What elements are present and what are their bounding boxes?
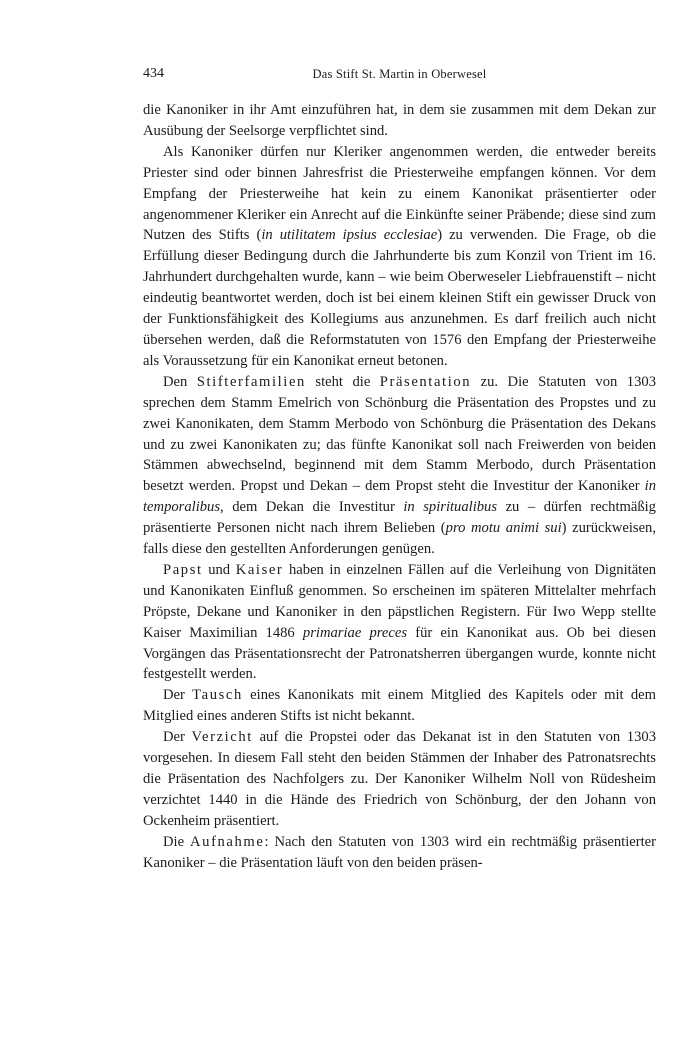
paragraph	[143, 100, 656, 142]
paragraph	[143, 560, 656, 685]
spaced-keyword: Verzicht	[191, 729, 253, 746]
page-number: 434	[143, 66, 164, 81]
page-header	[143, 66, 656, 86]
paragraph	[143, 832, 656, 874]
spaced-keyword: Kaiser	[235, 561, 284, 578]
latin-term: in utilitatem ipsius ecclesiae	[261, 227, 438, 244]
paragraph-text: und	[202, 561, 236, 578]
paragraph-text: für ein Kanonikat aus. Ob bei diesen Vorgängen das Präsentationsrecht der Patronatsherren übergangen wurde, konnte nicht festgestellt werden.	[143, 624, 656, 683]
body-text	[143, 100, 656, 874]
paragraph	[143, 727, 656, 832]
paragraph-text: Als Kanoniker dürfen nur Kleriker angenommen werden, die entweder bereits Priester sind oder binnen Jahresfrist die Priesterweihe empfangen können. Vor dem Empfang der Priesterweihe hat kein zu einem Kanonikat präsentierter oder angenommener Kleriker ein Anrecht auf die Einkünfte seiner Präbende; diese sind zum Nutzen des Stifts (	[143, 143, 656, 244]
spaced-keyword: Stifterfamilien	[196, 373, 306, 390]
paragraph-text: zu – dürfen rechtmäßig präsentierte Personen nicht nach ihrem Belieben (	[143, 499, 656, 537]
spaced-keyword: Präsentation	[379, 373, 472, 390]
paragraph	[143, 685, 656, 727]
spaced-keyword: Papst	[163, 561, 203, 578]
paragraph-text: : Nach den Statuten von 1303 wird ein rechtmäßig präsentierter Kanoniker – die Präsentation läuft von den beiden präsen-	[143, 833, 656, 871]
spaced-keyword: Aufnahme	[190, 833, 265, 850]
latin-term: in temporalibus	[143, 478, 656, 516]
paragraph-text: Der	[163, 687, 193, 704]
latin-term: pro motu animi sui	[445, 520, 562, 537]
paragraph-text: ) zurückweisen, falls diese den gestellten Anforderungen genügen.	[143, 520, 656, 558]
paragraph-text: steht die	[305, 373, 380, 390]
latin-term: primariae preces	[302, 624, 408, 641]
paragraph-text: zu. Die Statuten von 1303 sprechen dem Stamm Emelrich von Schönburg die Präsentation des Propstes und zu zwei Kanonikaten, dem Stamm Merbodo von Schönburg die Präsentation des Dekans und zu zwei Kanonikaten zu; das fünfte Kanonikat soll nach Freiwerden von beiden Stämmen abwechselnd, beginnend mit dem Stamm Merbodo, durch Präsentation besetzt werden. Propst und Dekan – dem Propst steht die Investitur der Kanoniker	[143, 373, 656, 495]
paragraph-text: Den	[163, 373, 197, 390]
paragraph-text: die Kanoniker in ihr Amt einzuführen hat, in dem sie zusammen mit dem Dekan zur Ausübung der Seelsorge verpflichtet sind.	[143, 102, 656, 139]
paragraph	[143, 142, 656, 372]
paragraph-text: Die	[163, 833, 191, 850]
spaced-keyword: Tausch	[192, 687, 243, 704]
paragraph	[143, 372, 656, 560]
running-title: Das Stift St. Martin in Oberwesel	[312, 67, 487, 81]
paragraph-text: eines Kanonikats mit einem Mitglied des Kapitels oder mit dem Mitglied eines anderen Stifts ist nicht bekannt.	[143, 687, 656, 725]
paragraph-text: auf die Propstei oder das Dekanat ist in den Statuten von 1303 vorgesehen. In diesem Fall steht den beiden Stämmen der Inhaber des Patronatsrechts die Präsentation des Nachfolgers zu. Der Kanoniker Wilhelm Noll von Rüdesheim verzichtet 1440 in die Hände des Friedrich von Schönburg, der den Johann von Ockenheim präsentiert.	[143, 729, 656, 829]
paragraph-text: , dem Dekan die Investitur	[220, 499, 404, 516]
paragraph-text: ) zu verwenden. Die Frage, ob die Erfüllung dieser Bedingung durch die Jahrhunderte bis zum Konzil von Trient im 16. Jahrhundert durchgehalten wurde, kann – wie beim Oberweseler Liebfrauenstift – nicht eindeutig beantwortet werden, doch ist bei einem kleinen Stift ein gewisser Druck von der Funktionsfähigkeit des Kollegiums aus anzunehmen. Es darf freilich auch nicht übersehen werden, daß die Reformstatuten von 1576 den Empfang der Priesterweihe als Voraussetzung für ein Kanonikat erneut betonen.	[143, 227, 656, 369]
paragraph-text: haben in einzelnen Fällen auf die Verleihung von Dignitäten und Kanonikaten Einfluß genommen. So erscheinen im späteren Mittelalter mehrfach Pröpste, Dekane und Kanoniker in den päpstlichen Registern. Für Iwo Wepp stellte Kaiser Maximilian 1486	[143, 561, 657, 641]
paragraph-text: Der	[163, 729, 192, 746]
latin-term: in spiritualibus	[403, 499, 498, 516]
